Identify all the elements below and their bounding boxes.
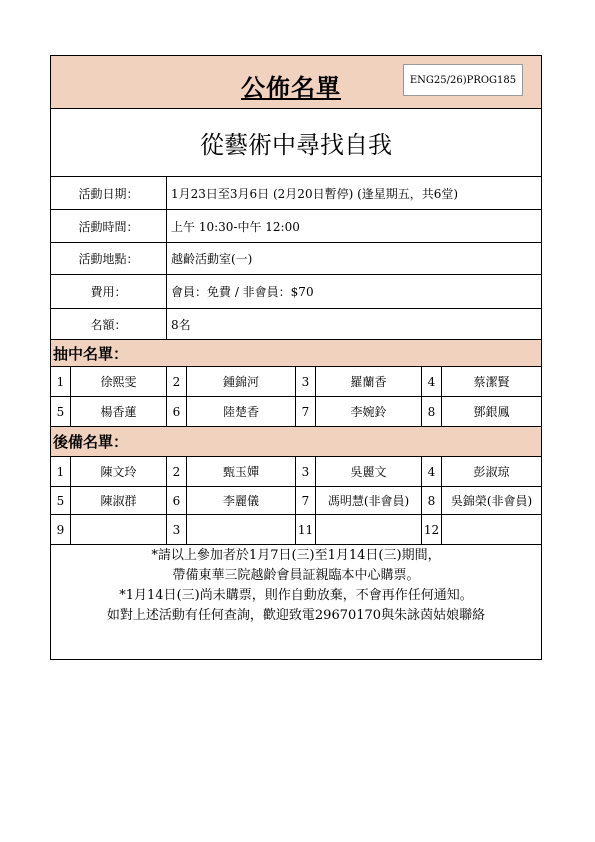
entry-name: 彭淑琼	[442, 457, 541, 487]
waitlist-heading: 後備名單：	[51, 427, 541, 457]
entry-name	[442, 515, 541, 545]
entry-number: 12	[422, 515, 442, 545]
detail-value: 1月23日至3月6日 (2月20日暫停) (逢星期五，共6堂)	[167, 177, 541, 210]
entry-name	[71, 515, 167, 545]
entry-name: 徐熙雯	[71, 367, 167, 397]
entry-name: 吳錦榮(非會員)	[442, 487, 541, 515]
notes-block	[51, 546, 541, 626]
entry-name: 陸楚香	[187, 397, 296, 427]
detail-label: 活動地點：	[51, 243, 167, 275]
entry-number: 3	[296, 367, 316, 397]
entry-number: 7	[296, 487, 316, 515]
entry-name: 李婉鈴	[316, 397, 422, 427]
entry-name: 甄玉嬋	[187, 457, 296, 487]
note-line: *請以上參加者於1月7日(三)至1月14日(三)期間，	[151, 548, 441, 563]
entry-name: 羅蘭香	[316, 367, 422, 397]
entry-number: 7	[296, 397, 316, 427]
program-code: ENG25/26)PROG185	[403, 64, 523, 96]
entry-name: 馮明慧(非會員)	[316, 487, 422, 515]
entry-number: 2	[167, 367, 187, 397]
entry-number: 5	[51, 397, 71, 427]
entry-number: 3	[296, 457, 316, 487]
entry-name: 鍾錦河	[187, 367, 296, 397]
entry-name: 楊香蓮	[71, 397, 167, 427]
entry-number: 1	[51, 457, 71, 487]
entry-number: 3	[167, 515, 187, 545]
entry-number: 4	[422, 367, 442, 397]
entry-number: 2	[167, 457, 187, 487]
activity-name: 從藝術中尋找自我	[51, 109, 541, 177]
note-line: 帶備東華三院越齡會員証親臨本中心購票。	[172, 568, 420, 583]
entry-number: 4	[422, 457, 442, 487]
entry-number: 9	[51, 515, 71, 545]
entry-name: 陳文玲	[71, 457, 167, 487]
page-title: 公佈名單	[241, 73, 341, 102]
entry-name	[316, 515, 422, 545]
entry-name: 李麗儀	[187, 487, 296, 515]
detail-label: 活動日期：	[51, 177, 167, 210]
detail-label: 活動時間：	[51, 210, 167, 243]
entry-number: 6	[167, 397, 187, 427]
entry-number: 8	[422, 487, 442, 515]
entry-number: 11	[296, 515, 316, 545]
entry-name: 蔡潔賢	[442, 367, 541, 397]
detail-value: 上午 10:30-中午 12:00	[167, 210, 541, 243]
entry-number: 5	[51, 487, 71, 515]
detail-label: 名額：	[51, 309, 167, 340]
entry-number: 6	[167, 487, 187, 515]
detail-value: 越齡活動室(一)	[167, 243, 541, 275]
note-line: *1月14日(三)尚未購票，則作自動放棄，不會再作任何通知。	[119, 588, 473, 603]
entry-name: 吳麗文	[316, 457, 422, 487]
note-line: 如對上述活動有任何查詢，歡迎致電29670170與朱詠茵姑娘聯絡	[106, 608, 486, 623]
entry-number: 8	[422, 397, 442, 427]
header-band	[51, 56, 541, 109]
detail-value: 8名	[167, 309, 541, 340]
selected-list-heading: 抽中名單：	[51, 340, 541, 367]
entry-name	[187, 515, 296, 545]
notice-frame	[50, 55, 542, 660]
entry-number: 1	[51, 367, 71, 397]
entry-name: 鄧銀鳳	[442, 397, 541, 427]
detail-value: 會員：免費 / 非會員：$70	[167, 275, 541, 309]
detail-label: 費用：	[51, 275, 167, 309]
entry-name: 陳淑群	[71, 487, 167, 515]
